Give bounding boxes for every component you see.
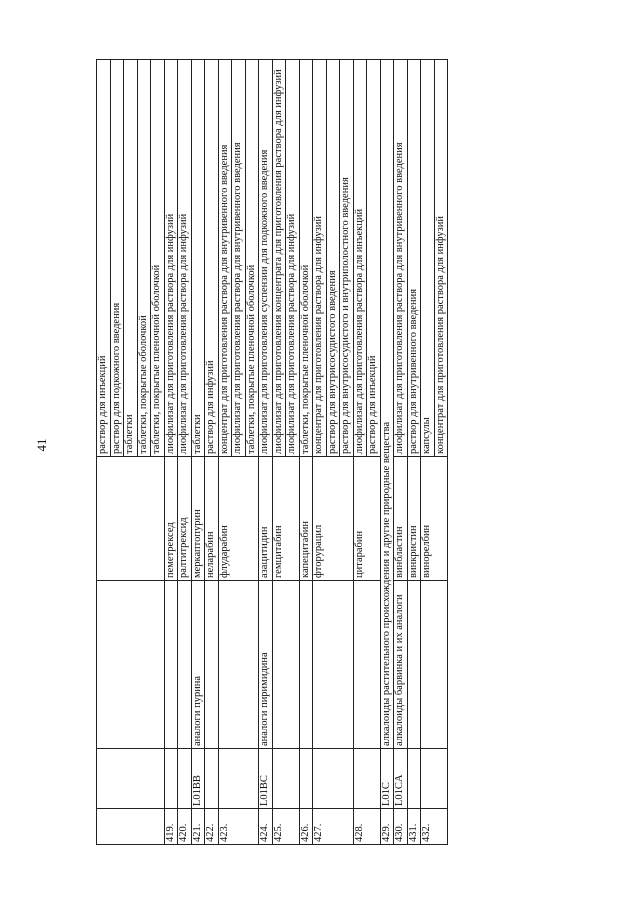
dosage-form-cell: раствор для внутрисосудистого и внутриполостного введения [340,60,354,457]
table-row [178,60,192,845]
row-number-cell: 420. [178,809,192,845]
drug-name-cell: азацитидин [259,457,273,581]
atc-code-cell: L01BC [259,749,273,809]
row-number-cell: 426. [299,809,313,845]
table-row [353,60,367,845]
group-cell [407,581,421,749]
group-cell [299,581,313,749]
row-number-cell: 428. [353,809,380,845]
dosage-form-cell: раствор для инфузий [205,60,219,457]
dosage-form-cell: таблетки [124,60,138,457]
drug-table [96,59,448,845]
row-number-cell: 427. [313,809,354,845]
group-cell [97,581,165,749]
row-number-cell: 424. [259,809,273,845]
row-number-cell: 422. [205,809,219,845]
dosage-form-cell: концентрат для приготовления раствора для инфузий [434,60,448,457]
dosage-form-cell: лиофилизат для приготовления раствора для инфузий [286,60,300,457]
dosage-form-cell: концентрат для приготовления раствора для инфузий [313,60,327,457]
atc-code-cell [299,749,313,809]
row-number-cell: 432. [421,809,448,845]
dosage-form-cell: капсулы [421,60,435,457]
table-row [299,60,313,845]
dosage-form-cell: таблетки, покрытые пленочной оболочкой [245,60,259,457]
dosage-form-cell: таблетки, покрытые оболочкой [137,60,151,457]
group-cell [353,581,380,749]
atc-code-cell: L01CA [394,749,408,809]
atc-code-cell [272,749,299,809]
dosage-form-cell: таблетки, покрытые пленочной оболочкой [151,60,165,457]
dosage-form-cell: лиофилизат для приготовления раствора для внутривенного введения [394,60,408,457]
group-cell [421,581,448,749]
group-cell [205,581,219,749]
dosage-form-cell: лиофилизат для приготовления раствора для инъекций [353,60,367,457]
drug-name-cell: неларабин [205,457,219,581]
group-cell [272,581,299,749]
dosage-form-cell: раствор для подкожного введения [110,60,124,457]
drug-table-body [97,60,448,845]
table-row [259,60,273,845]
row-number-cell: 429. [380,809,394,845]
row-number-cell: 425. [272,809,299,845]
dosage-form-cell: лиофилизат для приготовления раствора для инфузий [164,60,178,457]
atc-code-cell: L01BB [191,749,205,809]
dosage-form-cell: раствор для инъекций [97,60,111,457]
row-number-cell [97,809,165,845]
dosage-form-cell: лиофилизат для приготовления раствора для внутривенного введения [232,60,246,457]
drug-name-cell: пеметрексед [164,457,178,581]
table-row [97,60,111,845]
dosage-form-cell: лиофилизат для приготовления суспензии для подкожного введения [259,60,273,457]
table-row [164,60,178,845]
atc-code-cell [313,749,354,809]
atc-code-cell [407,749,421,809]
page-number: 41 [34,438,49,452]
table-row [394,60,408,845]
table-row [421,60,435,845]
table-row [313,60,327,845]
drug-name-cell: гемцитабин [272,457,299,581]
dosage-form-cell: лиофилизат для приготовления концентрата для приготовления раствора для инфузий [272,60,286,457]
group-cell: алкалоиды барвинка и их аналоги [394,581,408,749]
atc-code-cell: L01C [380,749,394,809]
dosage-form-cell: раствор для внутривенного введения [407,60,421,457]
table-row [205,60,219,845]
dosage-form-cell: лиофилизат для приготовления раствора для инфузий [178,60,192,457]
drug-name-cell: винкристин [407,457,421,581]
table-row [191,60,205,845]
row-number-cell: 423. [218,809,259,845]
atc-code-cell [353,749,380,809]
drug-name-cell: цитарабин [353,457,380,581]
row-number-cell: 430. [394,809,408,845]
drug-name-cell: винорелбин [421,457,448,581]
group-cell [178,581,192,749]
atc-code-cell [178,749,192,809]
table-row [380,60,394,845]
table-row [272,60,286,845]
table-row [218,60,232,845]
group-cell [164,581,178,749]
group-cell: алкалоиды растительного происхождения и другие природные вещества [380,60,394,749]
row-number-cell: 431. [407,809,421,845]
dosage-form-cell: раствор для внутрисосудистого введения [326,60,340,457]
group-cell [313,581,354,749]
drug-name-cell: винбластин [394,457,408,581]
drug-name-cell: меркаптопурин [191,457,205,581]
group-cell: аналоги пурина [191,581,205,749]
drug-name-cell: флударабин [218,457,259,581]
atc-code-cell [205,749,219,809]
group-cell [218,581,259,749]
row-number-cell: 419. [164,809,178,845]
dosage-form-cell: раствор для инъекций [367,60,381,457]
dosage-form-cell: таблетки [191,60,205,457]
drug-name-cell: капецитабин [299,457,313,581]
atc-code-cell [218,749,259,809]
drug-name-cell: ралтитрексид [178,457,192,581]
atc-code-cell [97,749,165,809]
drug-name-cell: фторурацил [313,457,354,581]
group-cell: аналоги пиримидина [259,581,273,749]
table-row [407,60,421,845]
dosage-form-cell: концентрат для приготовления раствора для внутривенного введения [218,60,232,457]
drug-name-cell [97,457,165,581]
atc-code-cell [421,749,448,809]
atc-code-cell [164,749,178,809]
rotated-table-container [96,60,585,845]
row-number-cell: 421. [191,809,205,845]
dosage-form-cell: таблетки, покрытые пленочной оболочкой [299,60,313,457]
